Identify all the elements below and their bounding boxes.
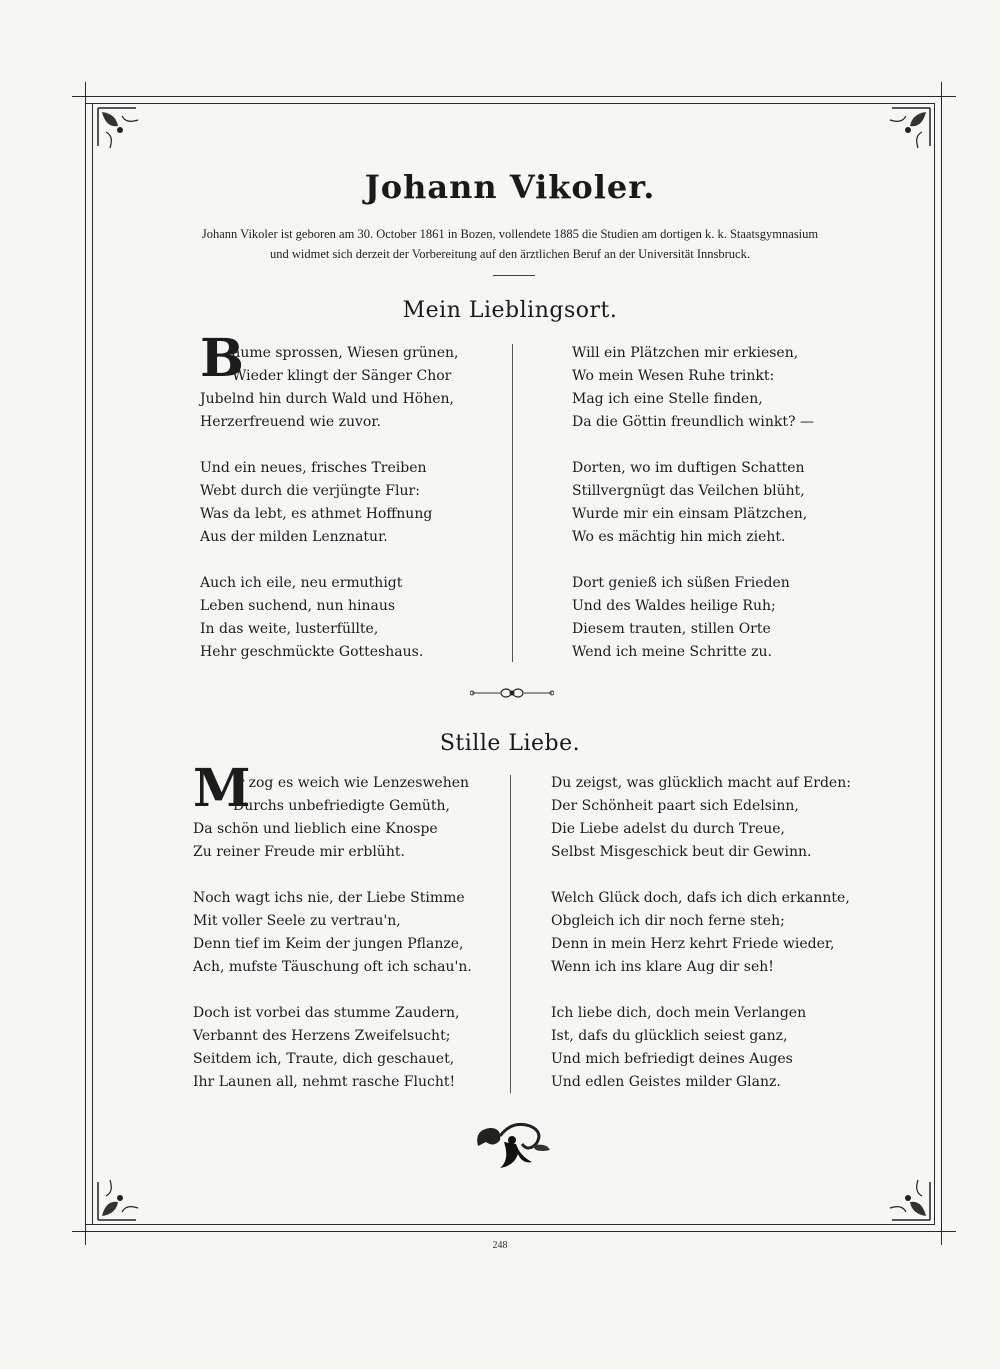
stanza bbox=[193, 758, 472, 864]
poem-line: Wend ich meine Schritte zu. bbox=[572, 644, 772, 660]
separator-ornament-icon bbox=[470, 686, 554, 700]
poem-line: Du zeigst, was glücklich macht auf Erden: bbox=[551, 775, 851, 791]
poem-line: Herzerfreuend wie zuvor. bbox=[200, 414, 381, 430]
poem-line: Stillvergnügt das Veilchen blüht, bbox=[572, 483, 805, 499]
poem-line: Wurde mir ein einsam Plätzchen, bbox=[572, 506, 808, 522]
frame-bottom-inner bbox=[85, 1224, 935, 1225]
poem-line: Wo mein Wesen Ruhe trinkt: bbox=[572, 368, 775, 384]
poem-line: Und des Waldes heilige Ruh; bbox=[572, 598, 776, 614]
poem-line: Jubelnd hin durch Wald und Höhen, bbox=[200, 391, 454, 407]
stanza bbox=[193, 1002, 472, 1094]
poem-line-text: ir zog es weich wie Lenzeswehen bbox=[233, 775, 470, 791]
stanza bbox=[572, 342, 814, 434]
author-bio bbox=[85, 224, 935, 264]
poem-line: Diesem trauten, stillen Orte bbox=[572, 621, 771, 637]
poem-line: Aus der milden Lenznatur. bbox=[200, 529, 388, 545]
column-divider bbox=[510, 775, 511, 1093]
frame-right-outer bbox=[941, 82, 942, 1245]
tailpiece-ornament-icon bbox=[470, 1116, 554, 1172]
bio-line: Johann Vikoler ist geboren am 30. October 1861 in Bozen, vollendete 1885 die Studien am dortigen k. k. Staatsgymnasium bbox=[201, 227, 819, 241]
poem-line: Noch wagt ichs nie, der Liebe Stimme bbox=[193, 890, 465, 906]
poem-line: Obgleich ich dir noch ferne steh; bbox=[551, 913, 785, 929]
author-heading: Johann Vikoler. bbox=[364, 168, 656, 206]
poem-line: Auch ich eile, neu ermuthigt bbox=[200, 575, 403, 591]
poem2-left-column bbox=[193, 758, 472, 1117]
stanza bbox=[200, 328, 459, 434]
poem1-left-column bbox=[200, 328, 459, 687]
drop-cap: M bbox=[193, 758, 251, 819]
poem-line: Mag ich eine Stelle finden, bbox=[572, 391, 763, 407]
poem2-right-column bbox=[551, 772, 851, 1117]
poem-line: Und ein neues, frisches Treiben bbox=[200, 460, 427, 476]
poem-line: Welch Glück doch, dafs ich dich erkannte, bbox=[551, 890, 850, 906]
corner-ornament-top-left-icon bbox=[96, 106, 148, 158]
poem-line: Ist, dafs du glücklich seiest ganz, bbox=[551, 1028, 788, 1044]
page-number: 248 bbox=[492, 1240, 508, 1251]
poem1-right-column bbox=[572, 342, 814, 687]
frame-top-outer bbox=[72, 96, 956, 97]
frame-left-inner bbox=[92, 103, 93, 1224]
poem-line: Dort genieß ich süßen Frieden bbox=[572, 575, 790, 591]
poem-line: Wieder klingt der Sänger Chor bbox=[232, 368, 452, 384]
poem-line: Hehr geschmückte Gotteshaus. bbox=[200, 644, 424, 660]
poem-line: Und edlen Geistes milder Glanz. bbox=[551, 1074, 781, 1090]
stanza bbox=[200, 572, 459, 664]
frame-bottom-outer bbox=[72, 1231, 956, 1232]
stanza bbox=[551, 772, 851, 864]
poem-line: Mit voller Seele zu vertrau'n, bbox=[193, 913, 401, 929]
poem-line-text: äume sprossen, Wiesen grünen, bbox=[232, 345, 459, 361]
poem-title: Stille Liebe. bbox=[439, 731, 581, 756]
poem-line: Ich liebe dich, doch mein Verlangen bbox=[551, 1005, 807, 1021]
poem-line: Wenn ich ins klare Aug dir seh! bbox=[551, 959, 774, 975]
stanza bbox=[551, 887, 851, 979]
poem-line: Seitdem ich, Traute, dich geschauet, bbox=[193, 1051, 455, 1067]
poem-line: Da die Göttin freundlich winkt? — bbox=[572, 414, 814, 430]
poem-line: Wo es mächtig hin mich zieht. bbox=[572, 529, 786, 545]
poem-line: Und mich befriedigt deines Auges bbox=[551, 1051, 793, 1067]
poem-line: Ihr Launen all, nehmt rasche Flucht! bbox=[193, 1074, 456, 1090]
poem-line: Verbannt des Herzens Zweifelsucht; bbox=[193, 1028, 451, 1044]
stanza bbox=[551, 1002, 851, 1094]
poem-line: Da schön und lieblich eine Knospe bbox=[193, 821, 438, 837]
poem-line: Webt durch die verjüngte Flur: bbox=[200, 483, 420, 499]
stanza bbox=[193, 887, 472, 979]
corner-ornament-bottom-right-icon bbox=[880, 1170, 932, 1222]
poem-line: Doch ist vorbei das stumme Zaudern, bbox=[193, 1005, 460, 1021]
poem-line: Der Schönheit paart sich Edelsinn, bbox=[551, 798, 799, 814]
poem-line: Leben suchend, nun hinaus bbox=[200, 598, 396, 614]
poem-line: Will ein Plätzchen mir erkiesen, bbox=[572, 345, 799, 361]
poem-line: Denn tief im Keim der jungen Pflanze, bbox=[193, 936, 464, 952]
poem-line: In das weite, lusterfüllte, bbox=[200, 621, 379, 637]
corner-ornament-top-right-icon bbox=[880, 106, 932, 158]
stanza bbox=[200, 457, 459, 549]
corner-ornament-bottom-left-icon bbox=[96, 1170, 148, 1222]
poem-title: Mein Lieblingsort. bbox=[402, 298, 618, 323]
stanza bbox=[572, 457, 814, 549]
stanza bbox=[572, 572, 814, 664]
poem-line: Durchs unbefriedigte Gemüth, bbox=[233, 798, 450, 814]
poem-line: Denn in mein Herz kehrt Friede wieder, bbox=[551, 936, 835, 952]
title-rule bbox=[493, 275, 535, 276]
frame-right-inner bbox=[934, 103, 935, 1224]
poem-line: Was da lebt, es athmet Hoffnung bbox=[200, 506, 433, 522]
column-divider bbox=[512, 344, 513, 662]
poem-line: Ach, mufste Täuschung oft ich schau'n. bbox=[193, 959, 472, 975]
frame-top-inner bbox=[85, 103, 935, 104]
drop-cap: B bbox=[200, 328, 244, 389]
poem-line: Zu reiner Freude mir erblüht. bbox=[193, 844, 405, 860]
poem-line: Die Liebe adelst du durch Treue, bbox=[551, 821, 786, 837]
bio-line: und widmet sich derzeit der Vorbereitung auf den ärztlichen Beruf an der Universität Innsbruck. bbox=[270, 247, 750, 261]
poem-line: Dorten, wo im duftigen Schatten bbox=[572, 460, 805, 476]
poem-line: Selbst Misgeschick beut dir Gewinn. bbox=[551, 844, 812, 860]
